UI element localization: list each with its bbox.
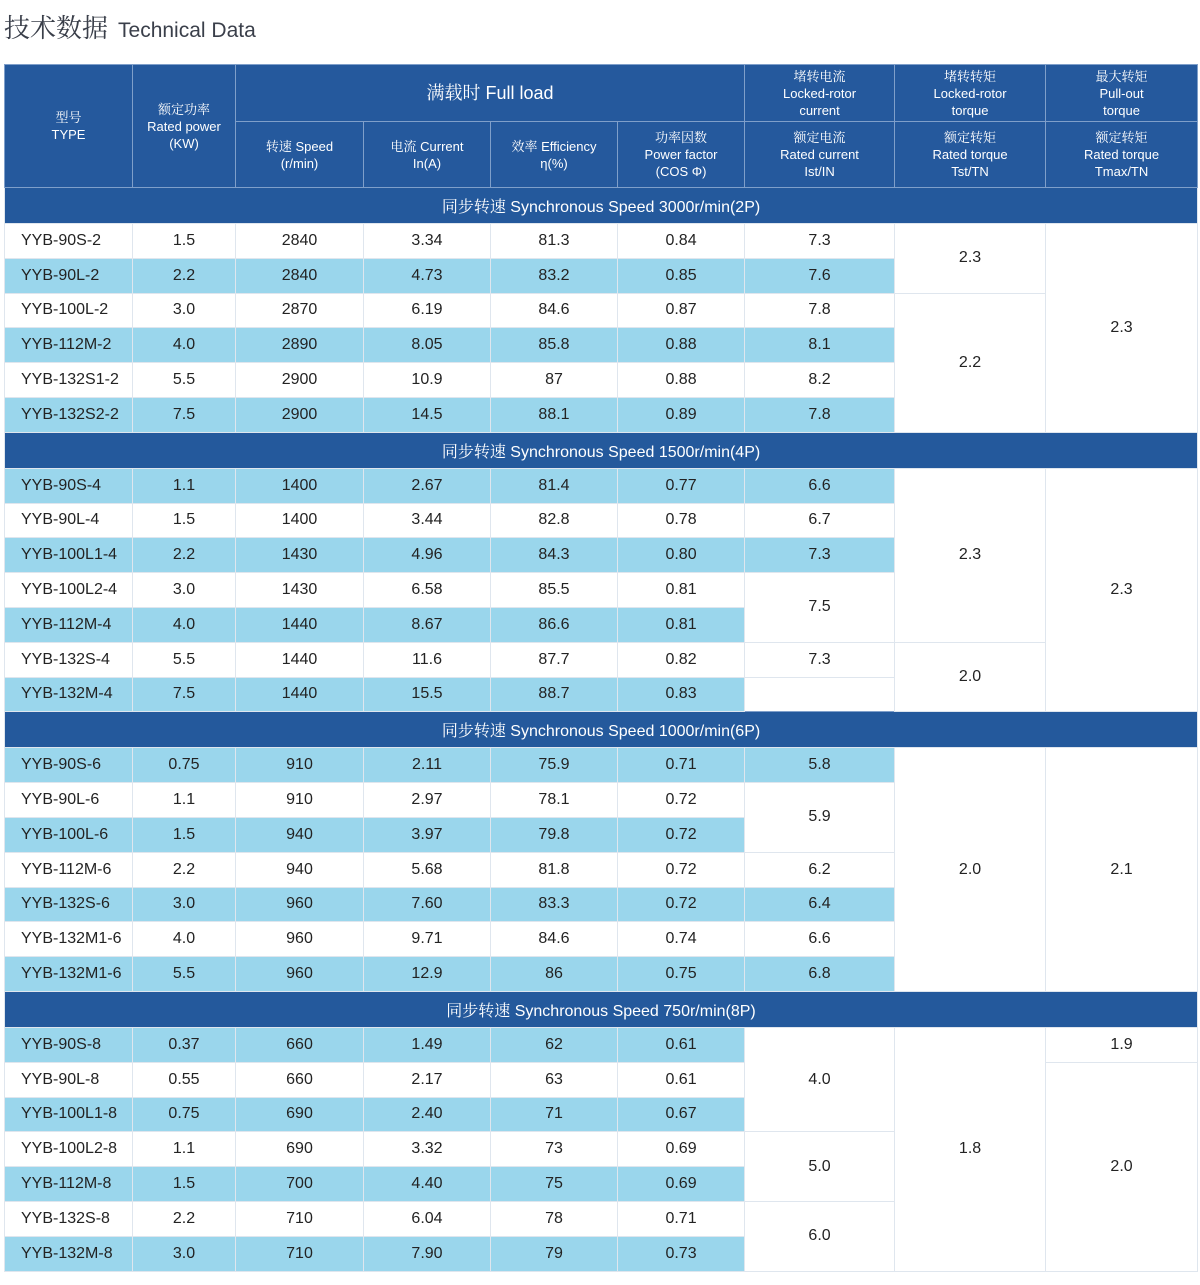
rated-power-cell: 3.0: [133, 293, 236, 328]
model-cell: YYB-90S-6: [5, 748, 133, 783]
locked-rotor-current-cell: 6.6: [745, 922, 895, 957]
table-row: [5, 642, 1198, 677]
table-row: [5, 1027, 1198, 1062]
efficiency-cell: 63: [491, 1062, 618, 1097]
speed-cell: 2900: [236, 363, 364, 398]
power-factor-cell: 0.73: [618, 1236, 745, 1271]
model-cell: YYB-132S-8: [5, 1201, 133, 1236]
power-factor-cell: 0.72: [618, 817, 745, 852]
rated-power-cell: 3.0: [133, 1236, 236, 1271]
model-cell: YYB-90S-8: [5, 1027, 133, 1062]
model-cell: YYB-132M1-6: [5, 922, 133, 957]
rated-power-cell: 4.0: [133, 328, 236, 363]
title-zh: 技术数据: [4, 14, 109, 44]
power-factor-cell: 0.72: [618, 852, 745, 887]
power-factor-cell: 0.88: [618, 328, 745, 363]
rated-power-cell: 1.1: [133, 1132, 236, 1167]
efficiency-cell: 82.8: [491, 503, 618, 538]
header-locked-rotor-current: 堵转电流 Locked-rotor current: [745, 65, 895, 122]
speed-cell: 960: [236, 957, 364, 992]
locked-rotor-current-cell: 6.0: [745, 1201, 895, 1271]
model-cell: YYB-132S-6: [5, 887, 133, 922]
locked-rotor-current-cell: 8.1: [745, 328, 895, 363]
power-factor-cell: 0.85: [618, 258, 745, 293]
rated-power-cell: 5.5: [133, 957, 236, 992]
current-cell: 12.9: [364, 957, 491, 992]
locked-rotor-current-cell: 7.3: [745, 642, 895, 677]
section-header-row: [5, 991, 1198, 1027]
current-cell: 2.97: [364, 783, 491, 818]
speed-cell: 660: [236, 1027, 364, 1062]
header-current: 电流 Current In(A): [364, 122, 491, 188]
current-cell: 6.04: [364, 1201, 491, 1236]
efficiency-cell: 79: [491, 1236, 618, 1271]
current-cell: 2.11: [364, 748, 491, 783]
power-factor-cell: 0.72: [618, 783, 745, 818]
rated-power-cell: 2.2: [133, 1201, 236, 1236]
locked-rotor-torque-cell: 2.2: [895, 293, 1046, 432]
rated-power-cell: 2.2: [133, 538, 236, 573]
efficiency-cell: 84.3: [491, 538, 618, 573]
pull-out-torque-cell: 2.3: [1046, 224, 1198, 433]
current-cell: 4.40: [364, 1167, 491, 1202]
efficiency-cell: 81.8: [491, 852, 618, 887]
speed-cell: 1440: [236, 677, 364, 712]
speed-cell: 2890: [236, 328, 364, 363]
speed-cell: 940: [236, 817, 364, 852]
model-cell: YYB-90L-2: [5, 258, 133, 293]
header-rated-torque-tmax: 额定转矩 Rated torque Tmax/TN: [1046, 122, 1198, 188]
model-cell: YYB-132S-4: [5, 642, 133, 677]
model-cell: YYB-100L1-8: [5, 1097, 133, 1132]
efficiency-cell: 87.7: [491, 642, 618, 677]
power-factor-cell: 0.77: [618, 468, 745, 503]
power-factor-cell: 0.89: [618, 397, 745, 432]
power-factor-cell: 0.88: [618, 363, 745, 398]
section-title: 同步转速 Synchronous Speed 3000r/min(2P): [5, 188, 1198, 224]
header-rated-power: 额定功率 Rated power (KW): [133, 65, 236, 188]
model-cell: YYB-100L1-4: [5, 538, 133, 573]
rated-power-cell: 7.5: [133, 677, 236, 712]
speed-cell: 660: [236, 1062, 364, 1097]
technical-data-table: [4, 64, 1198, 1272]
efficiency-cell: 81.3: [491, 224, 618, 259]
locked-rotor-current-cell: 7.3: [745, 224, 895, 259]
current-cell: 2.40: [364, 1097, 491, 1132]
rated-power-cell: 0.55: [133, 1062, 236, 1097]
title-en: Technical Data: [118, 19, 256, 42]
pull-out-torque-cell: 2.1: [1046, 748, 1198, 992]
locked-rotor-current-cell: 7.8: [745, 397, 895, 432]
power-factor-cell: 0.67: [618, 1097, 745, 1132]
efficiency-cell: 88.7: [491, 677, 618, 712]
power-factor-cell: 0.69: [618, 1132, 745, 1167]
power-factor-cell: 0.72: [618, 887, 745, 922]
model-cell: YYB-90L-6: [5, 783, 133, 818]
locked-rotor-torque-cell: 2.0: [895, 748, 1046, 992]
rated-power-cell: 1.1: [133, 783, 236, 818]
locked-rotor-current-cell: 4.0: [745, 1027, 895, 1131]
rated-power-cell: 0.75: [133, 748, 236, 783]
rated-power-cell: 1.5: [133, 224, 236, 259]
efficiency-cell: 85.5: [491, 573, 618, 608]
efficiency-cell: 73: [491, 1132, 618, 1167]
model-cell: YYB-90S-4: [5, 468, 133, 503]
model-cell: YYB-90L-4: [5, 503, 133, 538]
section-title: 同步转速 Synchronous Speed 1000r/min(6P): [5, 712, 1198, 748]
rated-power-cell: 3.0: [133, 887, 236, 922]
table-row: [5, 748, 1198, 783]
current-cell: 2.67: [364, 468, 491, 503]
speed-cell: 700: [236, 1167, 364, 1202]
power-factor-cell: 0.71: [618, 1201, 745, 1236]
locked-rotor-current-cell: 5.8: [745, 748, 895, 783]
current-cell: 7.60: [364, 887, 491, 922]
power-factor-cell: 0.82: [618, 642, 745, 677]
current-cell: 6.58: [364, 573, 491, 608]
header-locked-rotor-torque: 堵转转矩 Locked-rotor torque: [895, 65, 1046, 122]
header-power-factor: 功率因数 Power factor (COS Φ): [618, 122, 745, 188]
model-cell: YYB-100L-6: [5, 817, 133, 852]
speed-cell: 2840: [236, 224, 364, 259]
table-body: [5, 188, 1198, 1272]
speed-cell: 2900: [236, 397, 364, 432]
model-cell: YYB-100L-2: [5, 293, 133, 328]
model-cell: YYB-90S-2: [5, 224, 133, 259]
current-cell: 5.68: [364, 852, 491, 887]
rated-power-cell: 1.5: [133, 817, 236, 852]
efficiency-cell: 78.1: [491, 783, 618, 818]
power-factor-cell: 0.61: [618, 1062, 745, 1097]
rated-power-cell: 1.5: [133, 1167, 236, 1202]
locked-rotor-current-cell: 6.2: [745, 852, 895, 887]
speed-cell: 1430: [236, 573, 364, 608]
current-cell: 10.9: [364, 363, 491, 398]
rated-power-cell: 5.5: [133, 642, 236, 677]
speed-cell: 910: [236, 783, 364, 818]
locked-rotor-torque-cell: 2.3: [895, 224, 1046, 294]
efficiency-cell: 79.8: [491, 817, 618, 852]
locked-rotor-current-cell: 7.5: [745, 573, 895, 643]
efficiency-cell: 75: [491, 1167, 618, 1202]
section-header-row: [5, 712, 1198, 748]
pull-out-torque-cell: 2.3: [1046, 468, 1198, 712]
power-factor-cell: 0.74: [618, 922, 745, 957]
power-factor-cell: 0.81: [618, 607, 745, 642]
header-rated-torque-tst: 额定转矩 Rated torque Tst/TN: [895, 122, 1046, 188]
efficiency-cell: 88.1: [491, 397, 618, 432]
locked-rotor-current-cell: 7.6: [745, 258, 895, 293]
current-cell: 3.34: [364, 224, 491, 259]
power-factor-cell: 0.78: [618, 503, 745, 538]
current-cell: 3.44: [364, 503, 491, 538]
locked-rotor-current-cell: 5.0: [745, 1132, 895, 1202]
rated-power-cell: 0.37: [133, 1027, 236, 1062]
section-title: 同步转速 Synchronous Speed 1500r/min(4P): [5, 432, 1198, 468]
efficiency-cell: 83.2: [491, 258, 618, 293]
table-row: [5, 224, 1198, 259]
efficiency-cell: 62: [491, 1027, 618, 1062]
rated-power-cell: 2.2: [133, 852, 236, 887]
rated-power-cell: 0.75: [133, 1097, 236, 1132]
rated-power-cell: 4.0: [133, 607, 236, 642]
speed-cell: 2870: [236, 293, 364, 328]
section-title: 同步转速 Synchronous Speed 750r/min(8P): [5, 991, 1198, 1027]
section-header-row: [5, 432, 1198, 468]
power-factor-cell: 0.83: [618, 677, 745, 712]
efficiency-cell: 78: [491, 1201, 618, 1236]
efficiency-cell: 81.4: [491, 468, 618, 503]
header-type: 型号 TYPE: [5, 65, 133, 188]
rated-power-cell: 1.1: [133, 468, 236, 503]
speed-cell: 960: [236, 922, 364, 957]
model-cell: YYB-112M-4: [5, 607, 133, 642]
power-factor-cell: 0.61: [618, 1027, 745, 1062]
current-cell: 8.67: [364, 607, 491, 642]
locked-rotor-current-cell: 6.6: [745, 468, 895, 503]
speed-cell: 910: [236, 748, 364, 783]
model-cell: YYB-112M-2: [5, 328, 133, 363]
model-cell: YYB-132M-4: [5, 677, 133, 712]
model-cell: YYB-112M-6: [5, 852, 133, 887]
model-cell: YYB-100L2-4: [5, 573, 133, 608]
locked-rotor-torque-cell: 1.8: [895, 1027, 1046, 1271]
efficiency-cell: 87: [491, 363, 618, 398]
current-cell: 14.5: [364, 397, 491, 432]
rated-power-cell: 1.5: [133, 503, 236, 538]
power-factor-cell: 0.69: [618, 1167, 745, 1202]
speed-cell: 710: [236, 1201, 364, 1236]
locked-rotor-current-cell: 8.2: [745, 363, 895, 398]
speed-cell: 2840: [236, 258, 364, 293]
efficiency-cell: 86.6: [491, 607, 618, 642]
pull-out-torque-cell: 2.0: [1046, 1062, 1198, 1271]
model-cell: YYB-112M-8: [5, 1167, 133, 1202]
current-cell: 4.96: [364, 538, 491, 573]
current-cell: 6.19: [364, 293, 491, 328]
efficiency-cell: 71: [491, 1097, 618, 1132]
power-factor-cell: 0.81: [618, 573, 745, 608]
speed-cell: 940: [236, 852, 364, 887]
locked-rotor-torque-cell: 2.0: [895, 642, 1046, 712]
speed-cell: 1440: [236, 642, 364, 677]
speed-cell: 690: [236, 1132, 364, 1167]
rated-power-cell: 3.0: [133, 573, 236, 608]
current-cell: 2.17: [364, 1062, 491, 1097]
locked-rotor-current-cell: 5.9: [745, 783, 895, 853]
table-row: [5, 468, 1198, 503]
locked-rotor-torque-cell: 2.3: [895, 468, 1046, 642]
speed-cell: 960: [236, 887, 364, 922]
locked-rotor-current-cell: 7.8: [745, 293, 895, 328]
power-factor-cell: 0.71: [618, 748, 745, 783]
rated-power-cell: 4.0: [133, 922, 236, 957]
header-full-load: 满载时 Full load: [236, 65, 745, 122]
speed-cell: 1400: [236, 503, 364, 538]
locked-rotor-current-cell: 7.3: [745, 538, 895, 573]
current-cell: 15.5: [364, 677, 491, 712]
efficiency-cell: 84.6: [491, 293, 618, 328]
model-cell: YYB-100L2-8: [5, 1132, 133, 1167]
header-speed: 转速 Speed (r/min): [236, 122, 364, 188]
efficiency-cell: 86: [491, 957, 618, 992]
current-cell: 11.6: [364, 642, 491, 677]
rated-power-cell: 5.5: [133, 363, 236, 398]
power-factor-cell: 0.75: [618, 957, 745, 992]
current-cell: 4.73: [364, 258, 491, 293]
locked-rotor-current-cell: 6.8: [745, 957, 895, 992]
power-factor-cell: 0.87: [618, 293, 745, 328]
model-cell: YYB-90L-8: [5, 1062, 133, 1097]
header-rated-current: 额定电流 Rated current Ist/IN: [745, 122, 895, 188]
efficiency-cell: 85.8: [491, 328, 618, 363]
current-cell: 8.05: [364, 328, 491, 363]
header-efficiency: 效率 Efficiency η(%): [491, 122, 618, 188]
model-cell: YYB-132M1-6: [5, 957, 133, 992]
table-row: [5, 293, 1198, 328]
locked-rotor-current-cell: 6.7: [745, 503, 895, 538]
current-cell: 3.32: [364, 1132, 491, 1167]
header-pull-out-torque: 最大转矩 Pull-out torque: [1046, 65, 1198, 122]
model-cell: YYB-132S2-2: [5, 397, 133, 432]
section-header-row: [5, 188, 1198, 224]
page-title: [4, 8, 256, 48]
speed-cell: 690: [236, 1097, 364, 1132]
speed-cell: 1430: [236, 538, 364, 573]
rated-power-cell: 2.2: [133, 258, 236, 293]
current-cell: 9.71: [364, 922, 491, 957]
current-cell: 1.49: [364, 1027, 491, 1062]
rated-power-cell: 7.5: [133, 397, 236, 432]
model-cell: YYB-132M-8: [5, 1236, 133, 1271]
current-cell: 3.97: [364, 817, 491, 852]
pull-out-torque-cell: 1.9: [1046, 1027, 1198, 1062]
efficiency-cell: 75.9: [491, 748, 618, 783]
speed-cell: 1440: [236, 607, 364, 642]
speed-cell: 1400: [236, 468, 364, 503]
model-cell: YYB-132S1-2: [5, 363, 133, 398]
speed-cell: 710: [236, 1236, 364, 1271]
current-cell: 7.90: [364, 1236, 491, 1271]
locked-rotor-current-cell: 6.4: [745, 887, 895, 922]
power-factor-cell: 0.80: [618, 538, 745, 573]
efficiency-cell: 83.3: [491, 887, 618, 922]
efficiency-cell: 84.6: [491, 922, 618, 957]
power-factor-cell: 0.84: [618, 224, 745, 259]
